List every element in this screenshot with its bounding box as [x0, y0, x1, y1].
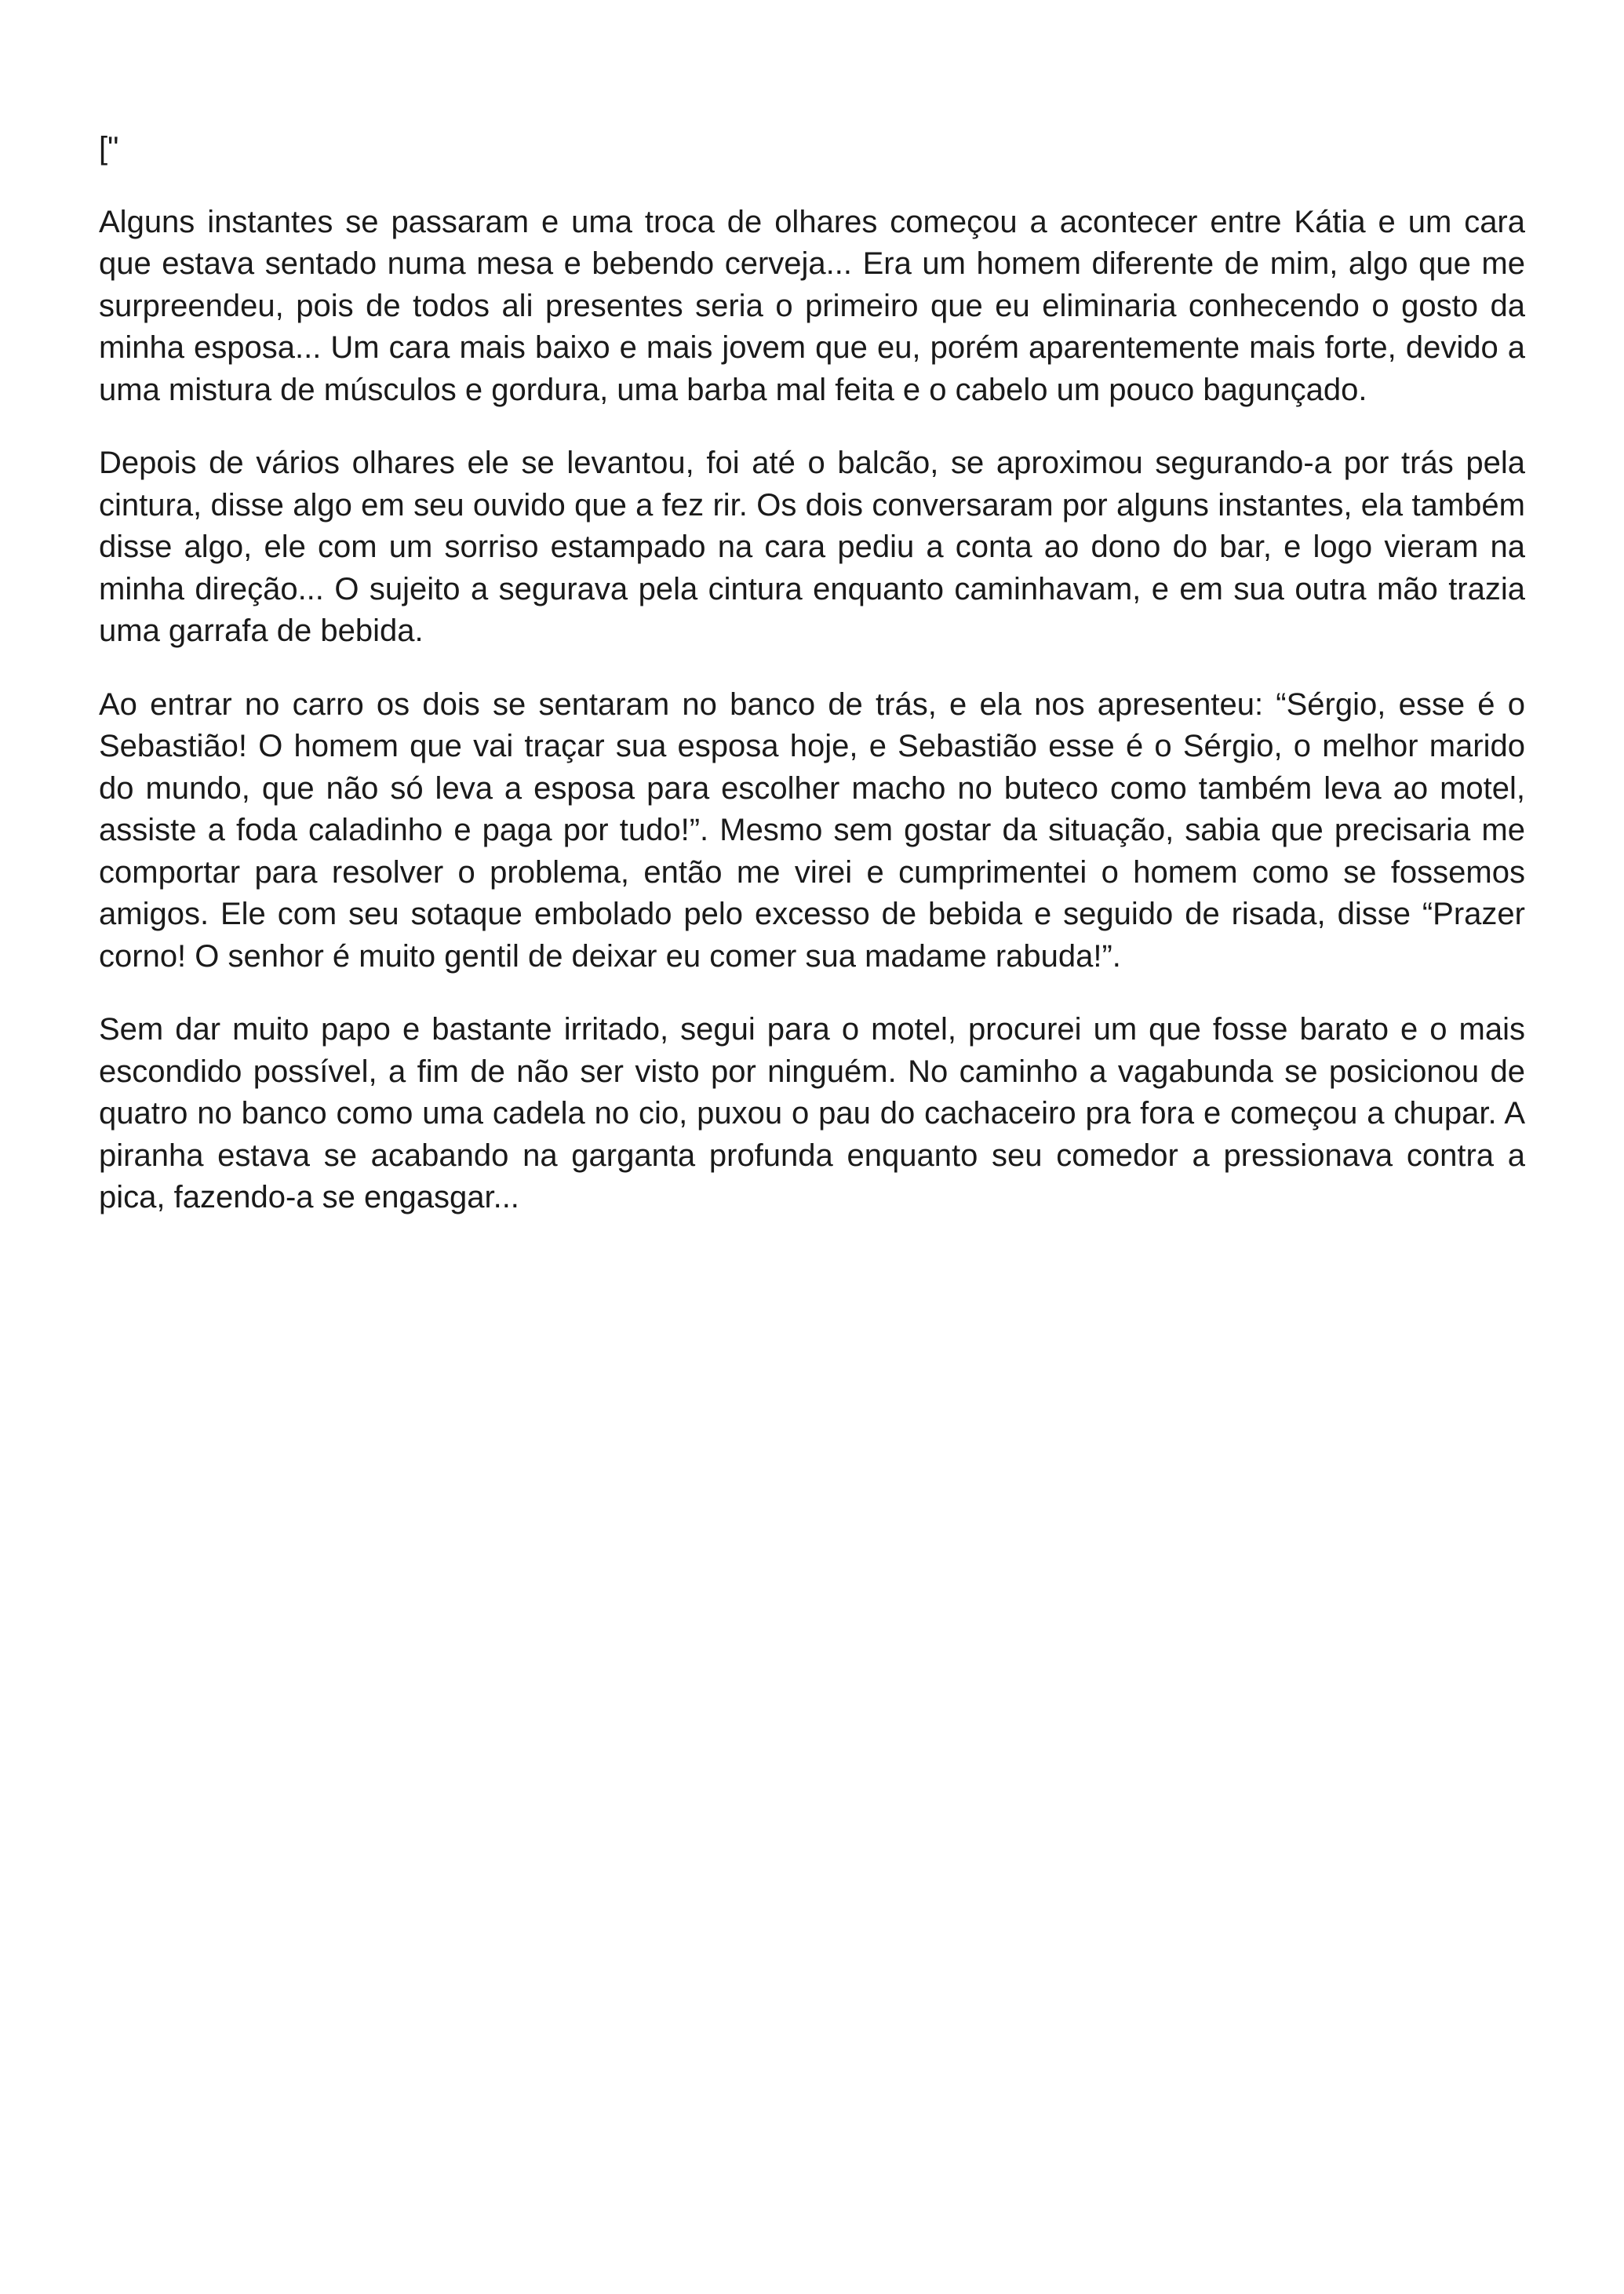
json-artifact-prefix: [" [99, 131, 119, 166]
story-paragraph-2: Depois de vários olhares ele se levantou, foi até o balcão, se aproximou segurando-a por trás pela cintura, disse algo em seu ouvido que a fez rir. Os dois conversaram por alguns instantes, ela também disse algo, ele com um sorriso estampado na cara pediu a conta ao dono do bar, e logo vieram na minha direção... O sujeito a segurava pela cintura enquanto caminhavam, e em sua outra mão trazia uma garrafa de bebida. [99, 446, 1525, 648]
story-paragraph-4: Sem dar muito papo e bastante irritado, segui para o motel, procurei um que fosse barato e o mais escondido possível, a fim de não ser visto por ninguém. No caminho a vagabunda se posicionou de quatro no banco como uma cadela no cio, puxou o pau do cachaceiro pra fora e começou a chupar. A piranha estava se acabando na garganta profunda enquanto seu comedor a pressionava contra a pica, fazendo-a se engasgar... [99, 1012, 1525, 1214]
story-paragraph-3: Ao entrar no carro os dois se sentaram no banco de trás, e ela nos apresenteu: “Sérgio, esse é o Sebastião! O homem que vai traçar sua esposa hoje, e Sebastião esse é o Sérgio, o melhor marido do mundo, que não só leva a esposa para escolher macho no buteco como também leva ao motel, assiste a foda caladinho e paga por tudo!”. Mesmo sem gostar da situação, sabia que precisaria me comportar para resolver o problema, então me virei e cumprimentei o homem como se fossemos amigos. Ele com seu sotaque embolado pelo excesso de bebida e seguido de risada, disse “Prazer corno! O senhor é muito gentil de deixar eu comer sua madame rabuda!”. [99, 686, 1525, 974]
story-paragraph-1: Alguns instantes se passaram e uma troca de olhares começou a acontecer entre Kátia e um cara que estava sentado numa mesa e bebendo cerveja... Era um homem diferente de mim, algo que me surpreendeu, pois de todos ali presentes seria o primeiro que eu eliminaria conhecendo o gosto da minha esposa... Um cara mais baixo e mais jovem que eu, porém aparentemente mais forte, devido a uma mistura de músculos e gordura, uma barba mal feita e o cabelo um pouco bagunçado. [99, 204, 1525, 407]
